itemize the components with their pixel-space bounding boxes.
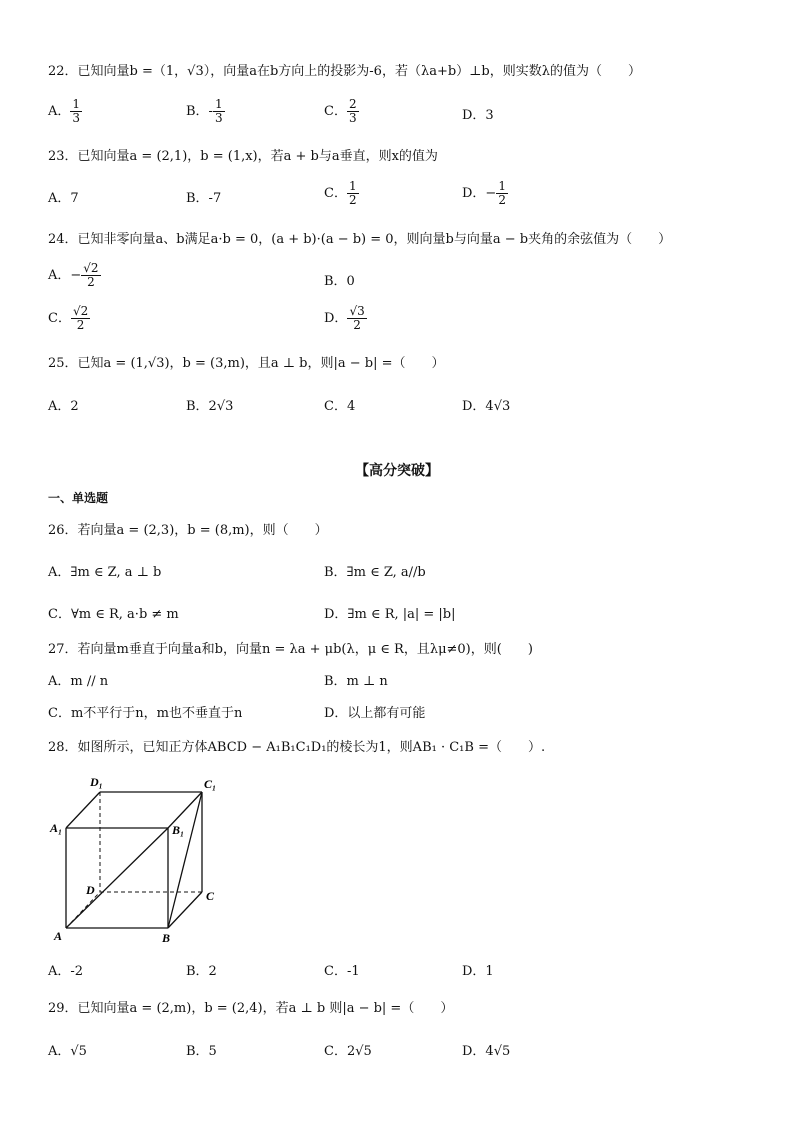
q26-option-c[interactable]: C．∀m ∈ R, a·b ≠ m — [48, 607, 179, 622]
q27-option-c[interactable]: C．m不平行于n，m也不垂直于n — [48, 706, 243, 721]
q23-option-a[interactable]: A．7 — [48, 191, 79, 206]
q22-option-c[interactable] — [324, 98, 359, 125]
diagonal-a-b1 — [66, 828, 168, 928]
q26-option-b[interactable]: B．∃m ∈ Z, a//b — [324, 565, 426, 580]
q24-option-a[interactable] — [48, 262, 101, 289]
question-26-stem: 26．若向量a = (2,3)，b = (8,m)，则（ ） — [48, 523, 328, 538]
q29-option-c[interactable]: C．2√5 — [324, 1044, 372, 1059]
numerator: √2 — [72, 304, 89, 318]
denominator: 3 — [214, 111, 223, 126]
denominator: 2 — [498, 193, 506, 208]
option-letter: D． — [324, 311, 348, 327]
fraction — [496, 180, 508, 207]
q24-option-b[interactable]: B．0 — [324, 274, 355, 289]
q23-option-c[interactable] — [324, 180, 359, 207]
denominator: 2 — [348, 193, 357, 208]
q22-option-b[interactable] — [186, 98, 225, 125]
q26-option-d[interactable]: D．∃m ∈ R, |a| = |b| — [324, 607, 456, 622]
q25-option-b[interactable]: B．2√3 — [186, 399, 234, 414]
q25-option-d[interactable]: D．4√3 — [462, 399, 511, 414]
cube-figure — [48, 770, 228, 950]
vertex-label-a: A — [54, 929, 63, 943]
fraction — [347, 305, 366, 332]
vertex-label-c: C — [206, 889, 215, 903]
q22-option-d[interactable]: D．3 — [462, 108, 494, 123]
q29-option-a[interactable]: A．√5 — [48, 1044, 87, 1059]
numerator: √2 — [83, 261, 99, 275]
question-27-stem: 27．若向量m垂直于向量a和b，向量n = λa + μb(λ，μ ∈ R，且λμ≠0)，则( ) — [48, 642, 533, 657]
q27-option-a[interactable]: A．m // n — [48, 674, 109, 689]
denominator: 2 — [76, 318, 85, 333]
option-letter: A．− — [48, 268, 82, 284]
vertex-label-b1: B₁ — [172, 823, 185, 837]
option-letter: D．− — [462, 186, 497, 202]
question-25-stem: 25．已知a = (1,√3)，b = (3,m)，且a ⊥ b，则|a − b| =（ ） — [48, 356, 445, 371]
fraction — [81, 262, 100, 289]
q28-option-d[interactable]: D．1 — [462, 964, 494, 979]
question-22-stem: 22．已知向量b =（1，√3），向量a在b方向上的投影为-6，若（λa+b）⊥b，则实数λ的值为（ ） — [48, 64, 641, 79]
denominator: 2 — [87, 275, 95, 290]
question-23-stem: 23．已知向量a = (2,1)，b = (1,x)，若a + b与a垂直，则x的值为 — [48, 149, 438, 164]
fraction — [71, 305, 90, 332]
diagonal-b-c1 — [168, 792, 202, 928]
fraction — [70, 98, 82, 125]
q24-option-c[interactable] — [48, 305, 90, 332]
section-title: 【高分突破】 — [355, 463, 439, 479]
question-28-stem: 28．如图所示，已知正方体ABCD − A₁B₁C₁D₁的棱长为1，则AB₁ · C₁B =（ ）. — [48, 740, 546, 755]
q23-option-b[interactable]: B．-7 — [186, 191, 222, 206]
fraction — [347, 180, 359, 207]
vertex-label-b: B — [162, 931, 171, 945]
q29-option-d[interactable]: D．4√5 — [462, 1044, 511, 1059]
q28-option-c[interactable]: C．-1 — [324, 964, 360, 979]
q22-option-a[interactable] — [48, 98, 82, 125]
q26-option-a[interactable]: A．∃m ∈ Z, a ⊥ b — [48, 565, 162, 580]
q27-option-d[interactable]: D．以上都有可能 — [324, 706, 426, 721]
numerator: 1 — [348, 179, 357, 193]
q25-option-c[interactable]: C．4 — [324, 399, 356, 414]
denominator: 2 — [353, 318, 361, 333]
edge-a1-d1 — [66, 792, 100, 828]
numerator: 1 — [214, 97, 223, 111]
q27-option-b[interactable]: B．m ⊥ n — [324, 674, 388, 689]
vertex-label-d: D — [86, 883, 95, 897]
numerator: 1 — [72, 97, 81, 111]
option-letter: C． — [324, 186, 347, 202]
numerator: 2 — [348, 97, 357, 111]
option-letter: C． — [324, 104, 347, 120]
q28-option-b[interactable]: B．2 — [186, 964, 217, 979]
denominator: 3 — [72, 111, 81, 126]
denominator: 3 — [348, 111, 357, 126]
option-letter: A． — [48, 104, 71, 120]
vertex-label-d1: D₁ — [90, 775, 103, 789]
vertex-label-a1: A₁ — [50, 821, 63, 835]
option-letter: B．- — [186, 104, 213, 120]
fraction — [347, 98, 359, 125]
section-subtitle: 一、单选题 — [48, 491, 109, 505]
q24-option-d[interactable] — [324, 305, 367, 332]
numerator: √3 — [349, 304, 365, 318]
question-29-stem: 29．已知向量a = (2,m)，b = (2,4)，若a ⊥ b 则|a − b| =（ ） — [48, 1001, 454, 1016]
numerator: 1 — [498, 179, 506, 193]
option-letter: C． — [48, 311, 71, 327]
q29-option-b[interactable]: B．5 — [186, 1044, 217, 1059]
q23-option-d[interactable] — [462, 180, 508, 207]
q25-option-a[interactable]: A．2 — [48, 399, 79, 414]
vertex-label-c1: C₁ — [204, 777, 217, 791]
q28-option-a[interactable]: A．-2 — [48, 964, 84, 979]
fraction — [213, 98, 225, 125]
question-24-stem: 24．已知非零向量a、b满足a·b = 0，(a + b)·(a − b) = 0，则向量b与向量a − b夹角的余弦值为（ ） — [48, 232, 672, 247]
